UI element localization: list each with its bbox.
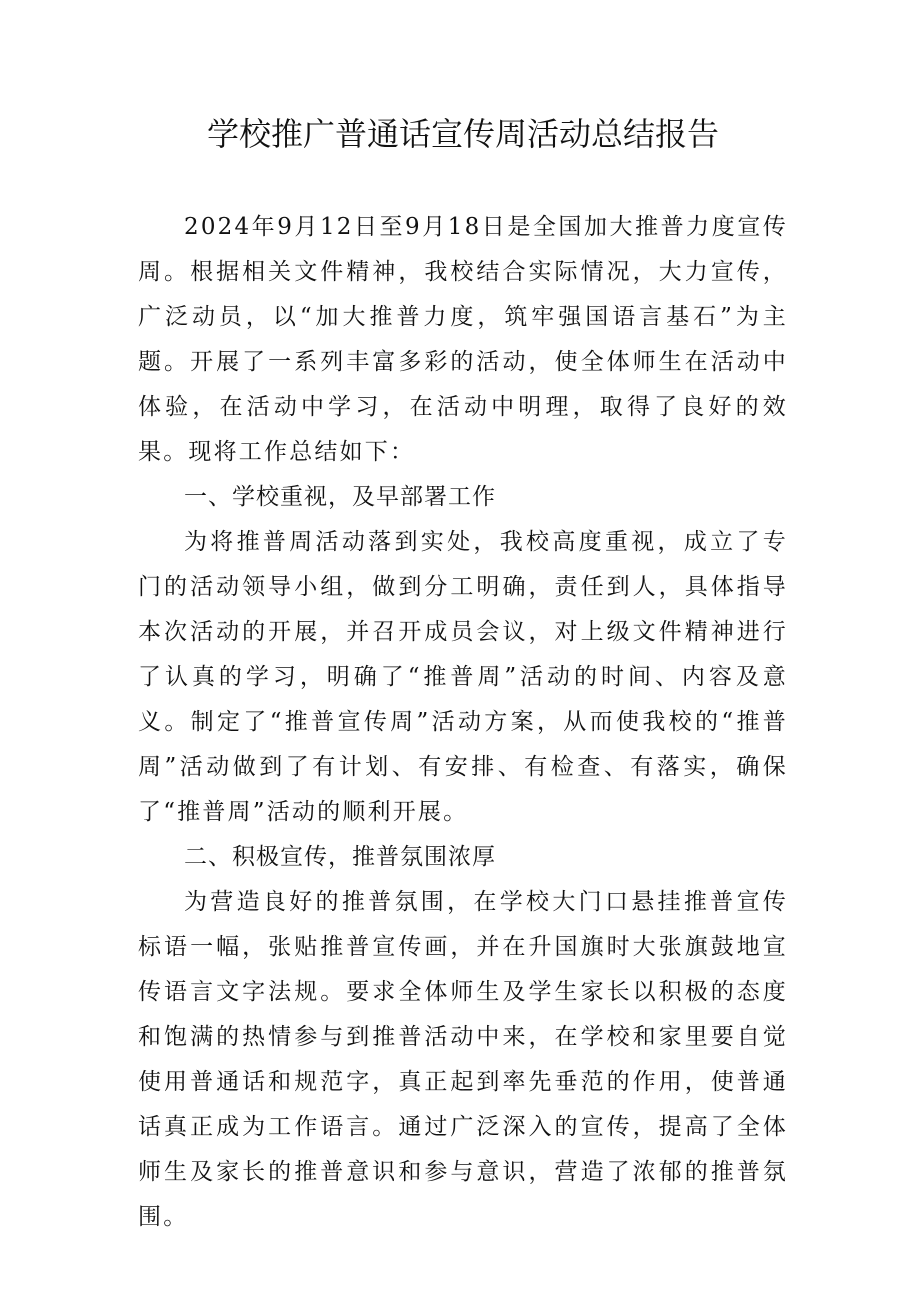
section-2-paragraph: 为营造良好的推普氛围，在学校大门口悬挂推普宣传标语一幅，张贴推普宣传画，并在升国旗时大张旗鼓地宣传语言文字法规。要求全体师生及学生家长以积极的态度和饱满的热情参与到推普活动中来，在学校和家里要自觉使用普通话和规范字，真正起到率先垂范的作用，使普通话真正成为工作语言。通过广泛深入的宣传，提高了全体师生及家长的推普意识和参与意识，营造了浓郁的推普氛围。: [138, 889, 788, 1230]
section-1-paragraph: 为将推普周活动落到实处，我校高度重视，成立了专门的活动领导小组，做到分工明确，责任到人，具体指导本次活动的开展，并召开成员会议，对上级文件精神进行了认真的学习，明确了“推普周”活动的时间、内容及意义。制定了“推普宣传周”活动方案，从而使我校的“推普周”活动做到了有计划、有安排、有检查、有落实，确保了“推普周”活动的顺利开展。: [138, 529, 788, 825]
section-1-heading: 一、学校重视，及早部署工作: [184, 484, 496, 510]
document-title: 学校推广普通话宣传周活动总结报告: [206, 115, 719, 153]
intro-paragraph: 2024年9月12日至9月18日是全国加大推普力度宣传周。根据相关文件精神，我校结合实际情况，大力宣传，广泛动员，以“加大推普力度，筑牢强国语言基石”为主题。开展了一系列丰富多彩的活动，使全体师生在活动中体验，在活动中学习，在活动中明理，取得了良好的效果。现将工作总结如下：: [138, 214, 788, 465]
section-2-heading: 二、积极宣传，推普氛围浓厚: [184, 844, 496, 870]
document-body: [138, 205, 788, 1240]
